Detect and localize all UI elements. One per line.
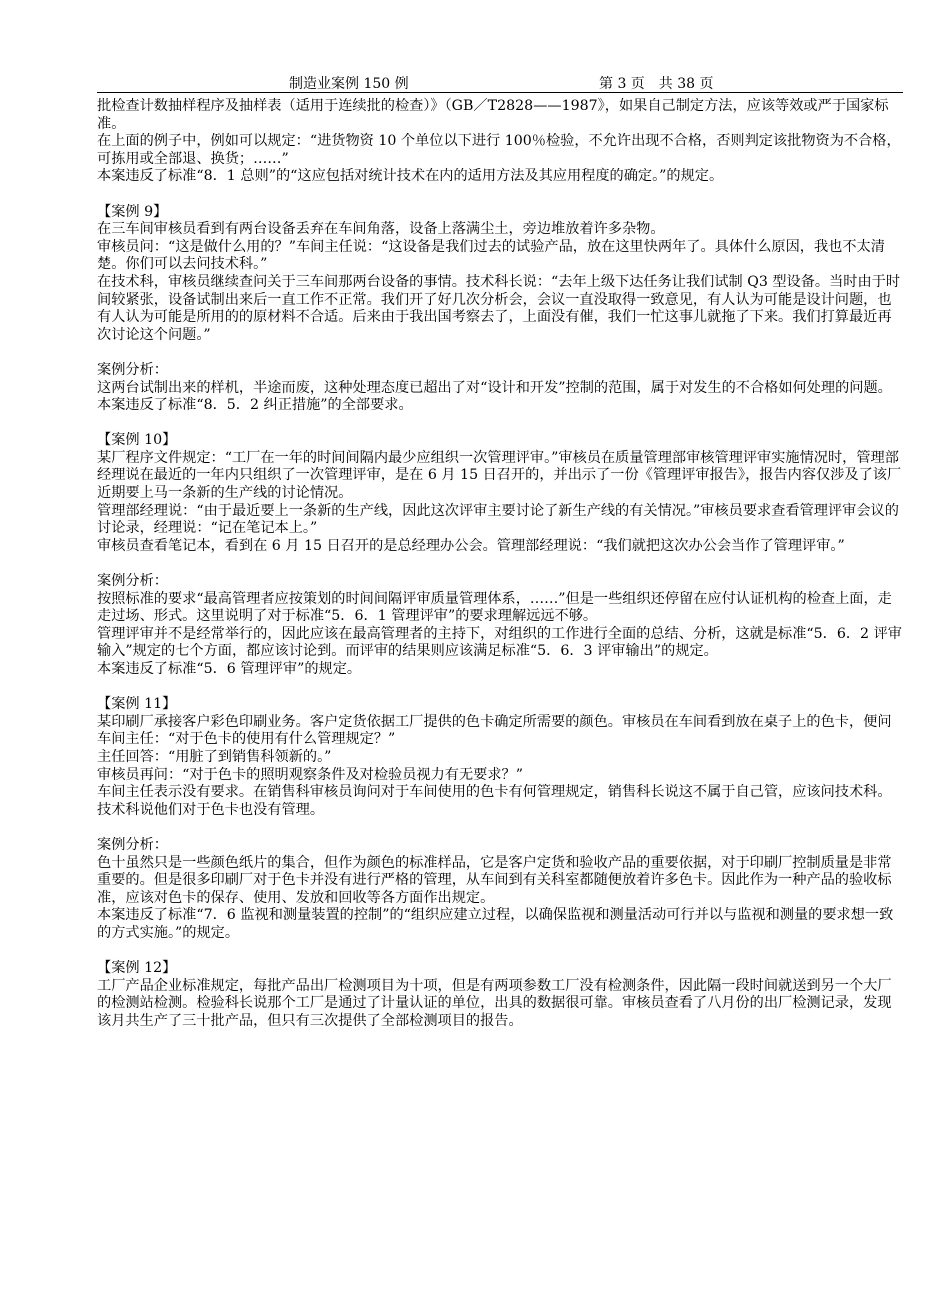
paragraph: 本案违反了标准“8．1 总则”的“这应包括对统计技术在内的适用方法及其应用程度的确定。”的规定。 [97, 168, 724, 185]
blank-line [97, 186, 903, 204]
case-heading: 【案例 12】 [97, 960, 177, 977]
paragraph: 审核员问：“这是做什么用的？”车间主任说：“这设备是我们过去的试验产品，放在这里快两年了。具体什么原因，我也不太清楚。你们可以去问技术科。” [97, 238, 885, 273]
blank-line [97, 555, 903, 573]
paragraph: 审核员查看笔记本，看到在 6 月 15 日召开的是总经理办公会。管理部经理说：“我们就把这次办公会当作了管理评审。” [97, 537, 845, 554]
paragraph: 在上面的例子中，例如可以规定：“进货物资 10 个单位以下进行 100％检验，不允许出现不合格，否则判定该批物资为不合格，可拣用或全部退、换货；……” [97, 133, 901, 167]
paragraph: 管理部经理说：“由于最近要上一条新的生产线，因此这次评审主要讨论了新生产线的有关情况。”审核员要求查看管理评审会议的讨论录，经理说：“记在笔记本上。” [97, 502, 899, 537]
blank-line [97, 819, 903, 837]
page-header [97, 70, 903, 93]
blank-line [97, 943, 903, 961]
analysis-heading: 案例分析： [97, 573, 168, 590]
paragraph: 本案违反了标准“7．6 监视和测量装置的控制”的“组织应建立过程，以确保监视和测量活动可行并以与监视和测量的要求想一致的方式实施。”的规定。 [97, 907, 894, 941]
paragraph: 管理评审并不是经常举行的，因此应该在最高管理者的主持下，对组织的工作进行全面的总结、分析，这就是标准“5．6．2 评审输入”规定的七个方面，都应该讨论到。而评审的结果则应该满足标准“5．6．3 评审输出”的规定。 [97, 625, 902, 660]
paragraph: 色十虽然只是一些颜色纸片的集合，但作为颜色的标准样品，它是客户定货和验收产品的重要依据，对于印刷厂控制质量是非常重要的。但是很多印刷厂对于色卡并没有进行严格的管理，从车间到有关科室都随便放着许多色卡。因此作为一种产品的验收标准，应该对色卡的保存、使用、发放和回收等各方面作出规定。 [97, 854, 892, 906]
paragraph: 某印刷厂承接客户彩色印刷业务。客户定货依据工厂提供的色卡确定所需要的颜色。审核员在车间看到放在桌子上的色卡，便问车间主任：“对于色卡的使用有什么管理规定？” [97, 713, 892, 748]
blank-line [97, 344, 903, 362]
paragraph: 在技术科，审核员继续查问关于三车间那两台设备的事情。技术科长说：“去年上级下达任务让我们试制 Q3 型设备。当时由于时间较紧张，设备试制出来后一直工作不正常。我们开了好几次分析会，会议一直没取得一致意见，有人认为可能是设计问题，也有人认为可能是所用的的原材料不合适。后来由于我出国考察去了，上面没有催，我们一忙这事儿就拖了下来。我们打算最近再次讨论这个问题。” [97, 273, 901, 343]
paragraph: 本案违反了标准“5．6 管理评审”的规定。 [97, 661, 362, 677]
analysis-heading: 案例分析： [97, 836, 168, 853]
paragraph: 车间主任表示没有要求。在销售科审核员询问对于车间使用的色卡有何管理规定，销售科长说这不属于自己管，应该问技术科。技术科说他们对于色卡也没有管理。 [97, 784, 892, 818]
document-title: 制造业案例 150 例 [289, 76, 409, 92]
blank-line [97, 679, 903, 697]
case-heading: 【案例 11】 [97, 696, 177, 713]
paragraph: 审核员再问：“对于色卡的照明观察条件及对检验员视力有无要求？” [97, 766, 523, 783]
paragraph: 这两台试制出来的样机，半途而废，这种处理态度已超出了对“设计和开发”控制的范围，属于对发生的不合格如何处理的问题。 [97, 379, 892, 396]
case-heading: 【案例 10】 [97, 432, 177, 449]
analysis-heading: 案例分析： [97, 361, 168, 378]
paragraph: 按照标准的要求“最高管理者应按策划的时间间隔评审质量管理体系，……”但是一些组织还停留在应付认证机构的检查上面，走走过场、形式。这里说明了对于标准“5．6．1 管理评审”的要求理解远远不够。 [97, 590, 892, 625]
paragraph: 工厂产品企业标准规定，每批产品出厂检测项目为十项，但是有两项参数工厂没有检测条件，因此隔一段时间就送到另一个大厂的检测站检测。检验科长说那个工厂是通过了计量认证的单位，出具的数据很可靠。审核员查看了八月份的出厂检测记录，发现该月共生产了三十批产品，但只有三次提供了全部检测项目的报告。 [97, 977, 892, 1029]
page-number: 第 3 页 共 38 页 [599, 76, 714, 92]
paragraph: 本案违反了标准“8．5．2 纠正措施”的全部要求。 [97, 397, 413, 414]
paragraph: 在三车间审核员看到有两台设备丢弃在车间角落，设备上落满尘土，旁边堆放着许多杂物。 [97, 221, 665, 238]
blank-line [97, 415, 903, 433]
case-heading: 【案例 9】 [97, 203, 168, 220]
paragraph: 批检查计数抽样程序及抽样表（适用于连续批的检查）》（GB／T2828——1987》，如果自己制定方法，应该等效或严于国家标准。 [97, 98, 889, 132]
paragraph: 某厂程序文件规定：“工厂在一年的时间间隔内最少应组织一次管理评审。”审核员在质量管理部审核管理评审实施情况时，管理部经理说在最近的一年内只组织了一次管理评审，是在 6 月 15 日召开的，并出示了一份《管理评审报告》，报告内容仅涉及了该厂近期要上马一条新的生产线的讨论情况。 [97, 449, 902, 502]
document-body [97, 98, 903, 1030]
paragraph: 主任回答：“用脏了到销售科领新的。” [97, 748, 332, 765]
